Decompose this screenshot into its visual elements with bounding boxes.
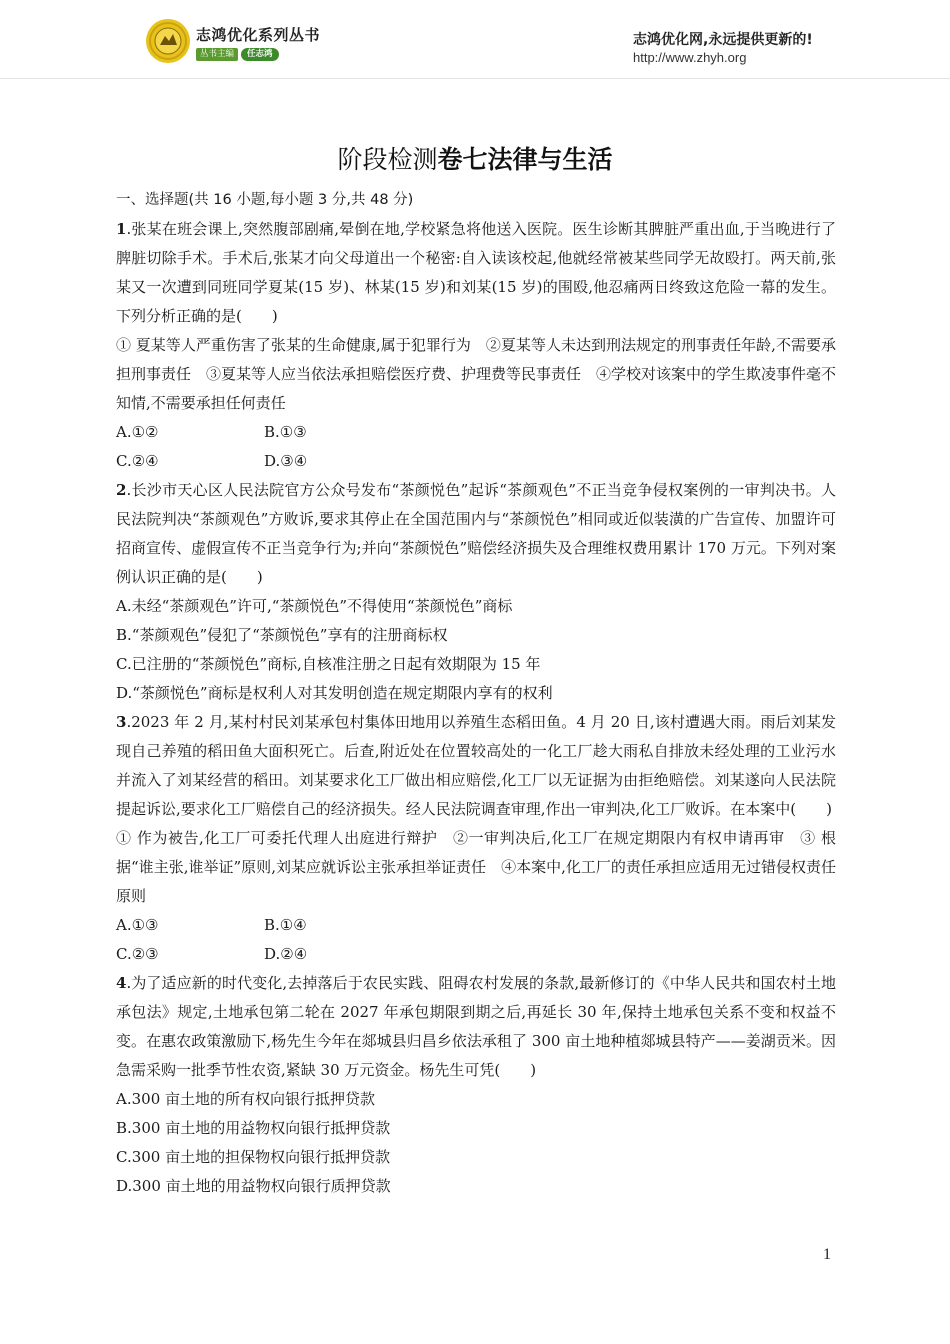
series-title: 志鸿优化系列丛书 — [196, 26, 321, 44]
option-a[interactable]: A.未经“茶颜观色”许可,“茶颜悦色”不得使用“茶颜悦色”商标 — [116, 597, 513, 615]
option-c[interactable]: C.已注册的“茶颜悦色”商标,自核准注册之日起有效期限为 15 年 — [116, 655, 541, 673]
option-c[interactable]: C.②③ — [116, 945, 159, 963]
option-d[interactable]: D.③④ — [264, 452, 308, 470]
title-part-1: 阶段检测 — [337, 145, 438, 174]
page-number: 1 — [823, 1246, 831, 1263]
editor-label: 丛书主编 — [196, 48, 238, 61]
option-a[interactable]: A.①② — [116, 423, 159, 441]
option-d[interactable]: D.②④ — [264, 945, 308, 963]
title-part-2: 卷七法律与生活 — [437, 145, 613, 174]
section-heading: 一、选择题(共 16 小题,每小题 3 分,共 48 分) — [116, 192, 414, 208]
zhihong-seal-logo-icon — [145, 18, 191, 64]
question-number: 1 — [116, 220, 127, 238]
question-stem — [116, 215, 836, 331]
option-a[interactable]: A.300 亩土地的所有权向银行抵押贷款 — [116, 1090, 376, 1108]
option-b[interactable]: B.300 亩土地的用益物权向银行抵押贷款 — [116, 1119, 391, 1137]
option-b[interactable]: B.①④ — [264, 916, 307, 934]
option-c[interactable]: C.300 亩土地的担保物权向银行抵押贷款 — [116, 1148, 391, 1166]
option-b[interactable]: B.①③ — [264, 423, 307, 441]
question-statements: ① 夏某等人严重伤害了张某的生命健康,属于犯罪行为 ②夏某等人未达到刑法规定的刑事责任年龄,不需要承担刑事责任 ③夏某等人应当依法承担赔偿医疗费、护理费等民事责任 ④学校对该案中的学生欺凌事件毫不知情,不需要承担任何责任 — [116, 336, 837, 412]
question-2 — [116, 476, 836, 708]
option-d[interactable]: D.300 亩土地的用益物权向银行质押贷款 — [116, 1177, 391, 1195]
question-text: .2023 年 2 月,某村村民刘某承包村集体田地用以养殖生态稻田鱼。4 月 20 日,该村遭遇大雨。雨后刘某发现自己养殖的稻田鱼大面积死亡。后查,附近处在位置较高处的一化工厂趁大雨私自排放未经处理的工业污水并流入了刘某经营的稻田。刘某要求化工厂做出相应赔偿,化工厂以无证据为由拒绝赔偿。刘某遂向人民法院提起诉讼,要求化工厂赔偿自己的经济损失。经人民法院调查审理,作出一审判决,化工厂败诉。在本案中( ) — [116, 713, 836, 818]
question-stem — [116, 476, 836, 592]
question-number: 2 — [116, 481, 127, 499]
editor-credit — [196, 47, 279, 61]
header-url[interactable]: http://www.zhyh.org — [633, 50, 747, 65]
exam-content — [116, 186, 836, 1201]
question-stem — [116, 708, 836, 824]
option-a[interactable]: A.①③ — [116, 916, 159, 934]
option-row — [116, 418, 836, 447]
question-1 — [116, 215, 836, 476]
option-d[interactable]: D.“茶颜悦色”商标是权利人对其发明创造在规定期限内享有的权利 — [116, 684, 553, 702]
page-title — [0, 140, 950, 176]
question-text: .为了适应新的时代变化,去掉落后于农民实践、阻碍农村发展的条款,最新修订的《中华人民共和国农村土地承包法》规定,土地承包第二轮在 2027 年承包期限到期之后,再延长 30 年,保持土地承包关系不变和权益不变。在惠农政策激励下,杨先生今年在郯城县归昌乡依法承租了 300 亩土地种植郯城县特产——姜湖贡米。因急需采购一批季节性农资,紧缺 30 万元资金。杨先生可凭( ) — [116, 974, 836, 1079]
question-number: 3 — [116, 713, 127, 731]
page-header — [0, 0, 950, 82]
question-number: 4 — [116, 974, 127, 992]
question-3 — [116, 708, 836, 969]
option-row — [116, 447, 836, 476]
question-stem — [116, 969, 836, 1085]
option-c[interactable]: C.②④ — [116, 452, 159, 470]
option-row — [116, 940, 836, 969]
header-divider — [0, 78, 950, 79]
header-slogan: 志鸿优化网,永远提供更新的! — [633, 32, 813, 48]
question-statements: ① 作为被告,化工厂可委托代理人出庭进行辩护 ②一审判决后,化工厂在规定期限内有权申请再审 ③ 根据“谁主张,谁举证”原则,刘某应就诉讼主张承担举证责任 ④本案中,化工厂的责任承担应适用无过错侵权责任原则 — [116, 829, 836, 905]
option-b[interactable]: B.“茶颜观色”侵犯了“茶颜悦色”享有的注册商标权 — [116, 626, 448, 644]
editor-name: 任志鸿 — [241, 48, 279, 61]
question-4 — [116, 969, 836, 1201]
option-row — [116, 911, 836, 940]
question-text: .长沙市天心区人民法院官方公众号发布“茶颜悦色”起诉“茶颜观色”不正当竞争侵权案例的一审判决书。人民法院判决“茶颜观色”方败诉,要求其停止在全国范围内与“茶颜悦色”相同或近似装潢的广告宣传、加盟许可招商宣传、虚假宣传不正当竞争行为;并向“茶颜悦色”赔偿经济损失及合理维权费用累计 170 万元。下列对案例认识正确的是( ) — [116, 481, 836, 586]
question-text: .张某在班会课上,突然腹部剧痛,晕倒在地,学校紧急将他送入医院。医生诊断其脾脏严重出血,于当晚进行了脾脏切除手术。手术后,张某才向父母道出一个秘密:自入读该校起,他就经常被某些同学无故殴打。两天前,张某又一次遭到同班同学夏某(15 岁)、林某(15 岁)和刘某(15 岁)的围殴,他忍痛两日终致这危险一幕的发生。下列分析正确的是( ) — [116, 220, 836, 325]
